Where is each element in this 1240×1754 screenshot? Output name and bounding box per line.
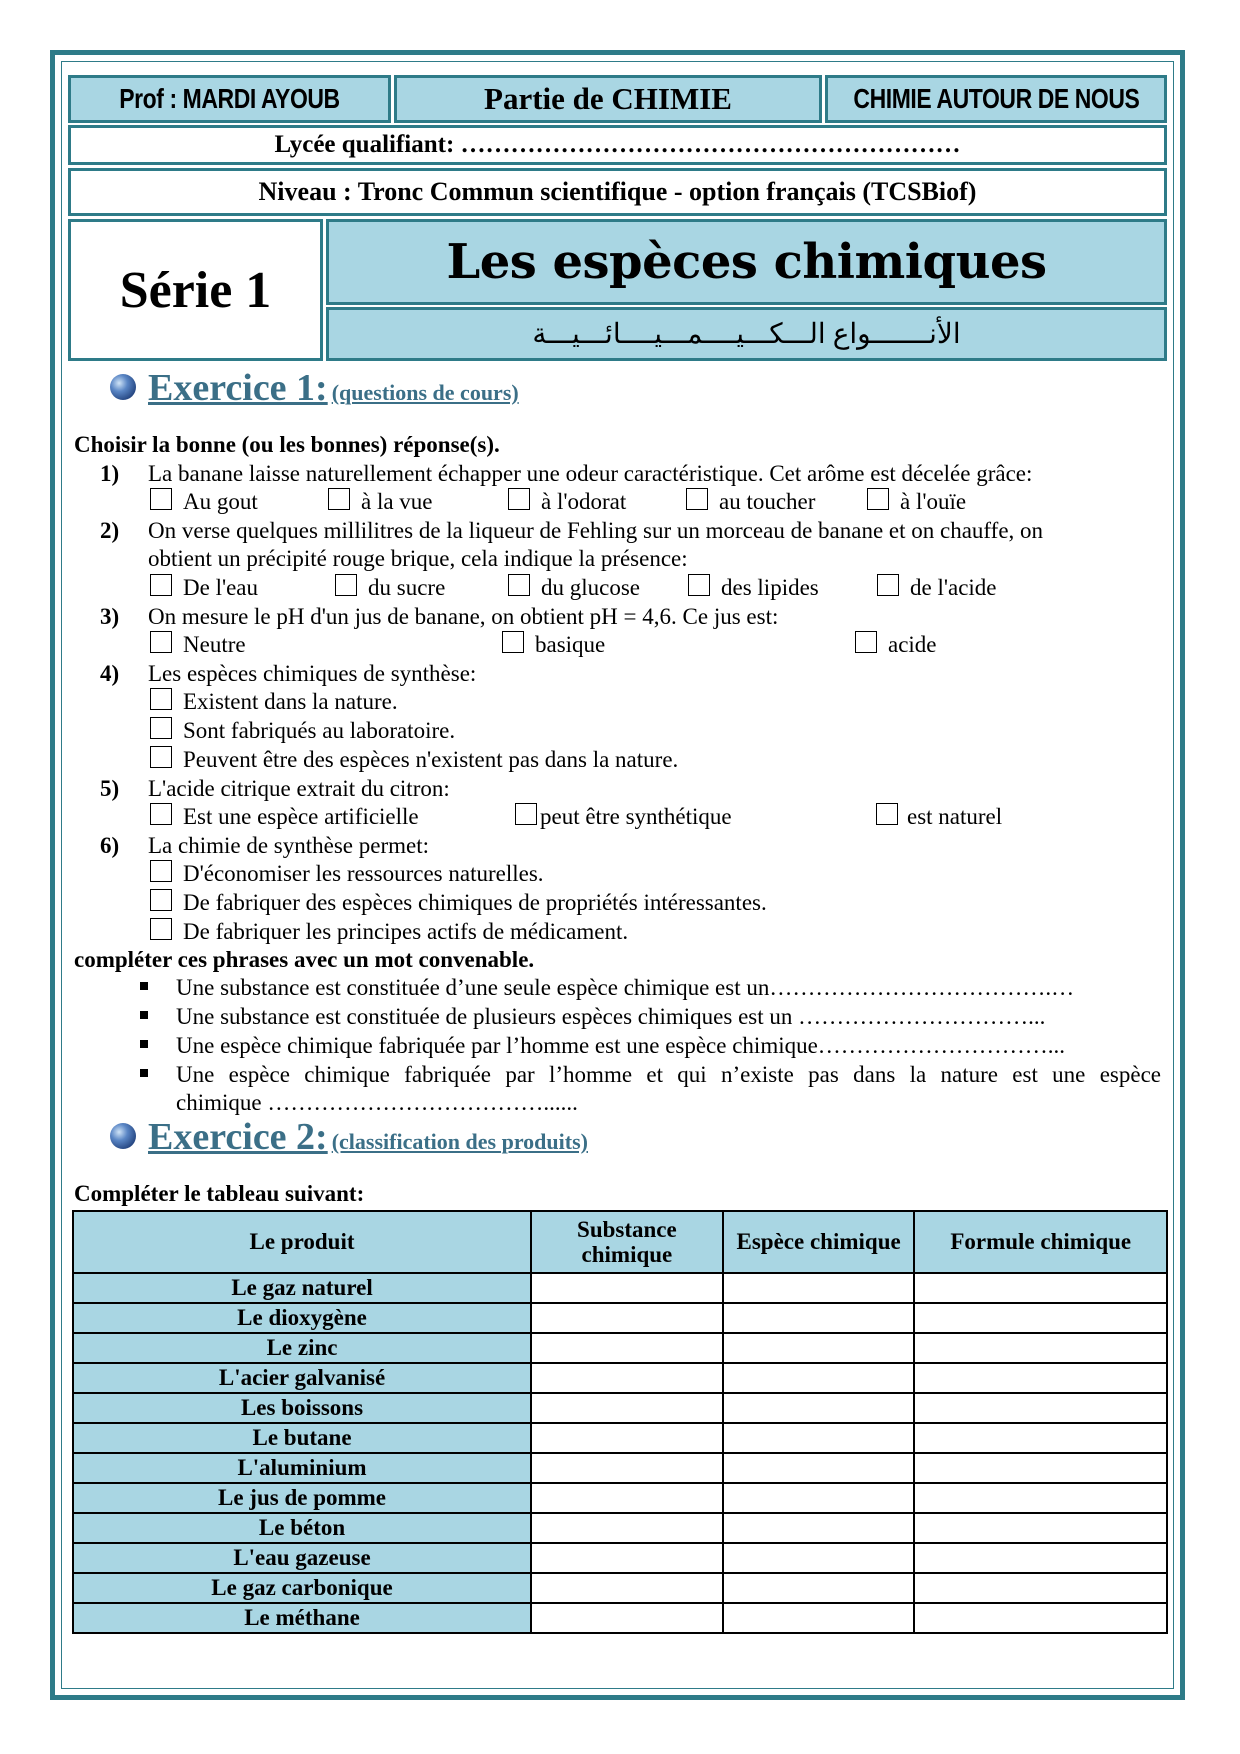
column-header: Espèce chimique	[723, 1211, 915, 1273]
option-label: à l'ouïe	[900, 489, 967, 514]
option-label: Sont fabriqués au laboratoire.	[183, 718, 456, 743]
answer-cell[interactable]	[531, 1423, 723, 1453]
table-row	[73, 1513, 1167, 1543]
table-row	[73, 1543, 1167, 1573]
question-number: 6)	[100, 833, 120, 858]
answer-cell[interactable]	[914, 1303, 1167, 1333]
table-row	[73, 1423, 1167, 1453]
answer-cell[interactable]	[914, 1363, 1167, 1393]
page-title: Les espèces chimiques	[446, 234, 1047, 290]
checkbox[interactable]	[150, 918, 172, 940]
option-label: Au gout	[183, 489, 258, 514]
question-text: L'acide citrique extrait du citron:	[148, 776, 450, 801]
option-label: D'économiser les ressources naturelles.	[183, 861, 544, 886]
sentence: Une substance est constituée d’une seule espèce chimique est un……………………………….…	[176, 975, 1075, 1000]
answer-cell[interactable]	[914, 1513, 1167, 1543]
option-label: acide	[888, 632, 937, 657]
products-table	[72, 1210, 1168, 1634]
option-label: basique	[535, 632, 606, 657]
option-label: du glucose	[541, 575, 641, 600]
option-label: De fabriquer les principes actifs de médicament.	[183, 919, 629, 944]
table-header-row	[73, 1211, 1167, 1273]
prof-cell	[68, 75, 391, 123]
option-label: Peuvent être des espèces n'existent pas dans la nature.	[183, 747, 679, 772]
product-name: Le béton	[73, 1513, 531, 1543]
answer-cell[interactable]	[914, 1423, 1167, 1453]
serie-cell	[68, 219, 323, 361]
checkbox[interactable]	[150, 889, 172, 911]
product-name: Le méthane	[73, 1603, 531, 1633]
exercise1-label: Exercice 1:	[148, 367, 328, 409]
question-text-line2: obtient un précipité rouge brique, cela indique la présence:	[148, 546, 688, 571]
exercise1-subtitle: (questions de cours)	[331, 380, 519, 405]
answer-cell[interactable]	[914, 1543, 1167, 1573]
niveau-label: Niveau : Tronc Commun scientifique - option français (TCSBiof)	[258, 177, 977, 206]
answer-cell[interactable]	[723, 1363, 915, 1393]
answer-cell[interactable]	[531, 1393, 723, 1423]
question-text: La chimie de synthèse permet:	[148, 833, 430, 858]
product-name: Le gaz naturel	[73, 1273, 531, 1303]
answer-cell[interactable]	[531, 1453, 723, 1483]
checkbox[interactable]	[150, 803, 172, 825]
question-number: 1)	[100, 461, 120, 486]
option-label: De l'eau	[183, 575, 259, 600]
option-label: De fabriquer des espèces chimiques de propriétés intéressantes.	[183, 890, 767, 915]
product-name: L'aluminium	[73, 1453, 531, 1483]
checkbox[interactable]	[150, 574, 172, 596]
column-header: Le produit	[73, 1211, 531, 1273]
sentence-continuation: chimique ………………………………......	[176, 1090, 578, 1115]
product-name: Le jus de pomme	[73, 1483, 531, 1513]
option-label: des lipides	[721, 575, 819, 600]
exercise1-heading	[148, 366, 519, 410]
answer-cell[interactable]	[531, 1513, 723, 1543]
checkbox[interactable]	[150, 631, 172, 653]
answer-cell[interactable]	[531, 1363, 723, 1393]
column-header: Substance chimique	[531, 1211, 723, 1273]
answer-cell[interactable]	[723, 1603, 915, 1633]
bullet-icon	[140, 1069, 148, 1077]
exercise2-instruction: Compléter le tableau suivant:	[74, 1181, 365, 1206]
option-label: Est une espèce artificielle	[183, 804, 419, 829]
answer-cell[interactable]	[914, 1333, 1167, 1363]
checkbox[interactable]	[335, 574, 357, 596]
table-row	[73, 1393, 1167, 1423]
question-text: On mesure le pH d'un jus de banane, on obtient pH = 4,6. Ce jus est:	[148, 604, 779, 629]
bullet-icon	[140, 1011, 148, 1019]
option-label: à l'odorat	[541, 489, 627, 514]
answer-cell[interactable]	[723, 1543, 915, 1573]
prof-label: Prof : MARDI AYOUB	[119, 83, 340, 114]
answer-cell[interactable]	[914, 1573, 1167, 1603]
product-name: Le gaz carbonique	[73, 1573, 531, 1603]
table-row	[73, 1333, 1167, 1363]
checkbox[interactable]	[688, 574, 710, 596]
product-name: Le dioxygène	[73, 1303, 531, 1333]
answer-cell[interactable]	[531, 1573, 723, 1603]
niveau-cell	[68, 168, 1167, 216]
checkbox[interactable]	[876, 803, 898, 825]
checkbox[interactable]	[508, 574, 530, 596]
checkbox[interactable]	[150, 688, 172, 710]
checkbox[interactable]	[150, 746, 172, 768]
table-row	[73, 1303, 1167, 1333]
option-label: est naturel	[907, 804, 1003, 829]
question-text-line1: On verse quelques millilitres de la liqueur de Fehling sur un morceau de banane et on chauffe, on	[148, 518, 1044, 543]
lycee-cell	[68, 125, 1167, 165]
checkbox[interactable]	[328, 488, 350, 510]
answer-cell[interactable]	[531, 1273, 723, 1303]
answer-cell[interactable]	[723, 1423, 915, 1453]
answer-cell[interactable]	[723, 1453, 915, 1483]
answer-cell[interactable]	[914, 1393, 1167, 1423]
sentence: Une substance est constituée de plusieurs espèces chimiques est un …………………………...	[176, 1004, 1046, 1029]
table-row	[73, 1453, 1167, 1483]
table-row	[73, 1483, 1167, 1513]
exercise-bullet-icon	[110, 1123, 136, 1149]
exercise-bullet-icon	[110, 374, 136, 400]
option-label: peut être synthétique	[540, 804, 732, 829]
answer-cell[interactable]	[914, 1273, 1167, 1303]
checkbox[interactable]	[686, 488, 708, 510]
answer-cell[interactable]	[723, 1393, 915, 1423]
bullet-icon	[140, 1040, 148, 1048]
answer-cell[interactable]	[914, 1603, 1167, 1633]
option-label: de l'acide	[910, 575, 997, 600]
exercise2-subtitle: (classification des produits)	[331, 1129, 588, 1154]
checkbox[interactable]	[867, 488, 889, 510]
checkbox[interactable]	[508, 488, 530, 510]
exercise1-instruction: Choisir la bonne (ou les bonnes) réponse(s).	[74, 432, 500, 457]
arabic-title-cell	[326, 307, 1167, 361]
theme-label: CHIMIE AUTOUR DE NOUS	[852, 83, 1140, 114]
answer-cell[interactable]	[723, 1333, 915, 1363]
column-header: Formule chimique	[914, 1211, 1167, 1273]
answer-cell[interactable]	[531, 1543, 723, 1573]
theme-cell	[825, 75, 1167, 123]
option-label: du sucre	[368, 575, 446, 600]
complete-instruction: compléter ces phrases avec un mot convenable.	[74, 947, 535, 972]
answer-cell[interactable]	[723, 1513, 915, 1543]
answer-cell[interactable]	[531, 1333, 723, 1363]
table-row	[73, 1573, 1167, 1603]
question-text	[148, 519, 1158, 542]
table-row	[73, 1273, 1167, 1303]
product-name: L'acier galvanisé	[73, 1363, 531, 1393]
question-number: 4)	[100, 661, 120, 686]
option-label: Neutre	[183, 632, 246, 657]
lycee-label: Lycée qualifiant: ……………………………………………………	[274, 131, 961, 158]
question-text: La banane laisse naturellement échapper une odeur caractéristique. Cet arôme est décelée grâce:	[148, 461, 1033, 486]
checkbox[interactable]	[150, 717, 172, 739]
answer-cell[interactable]	[723, 1273, 915, 1303]
checkbox[interactable]	[502, 631, 524, 653]
answer-cell[interactable]	[723, 1573, 915, 1603]
bullet-icon	[140, 982, 148, 990]
answer-cell[interactable]	[914, 1483, 1167, 1513]
title-cell	[326, 219, 1167, 305]
question-text: Les espèces chimiques de synthèse:	[148, 661, 477, 686]
checkbox[interactable]	[150, 860, 172, 882]
answer-cell[interactable]	[531, 1483, 723, 1513]
checkbox[interactable]	[855, 631, 877, 653]
product-name: Les boissons	[73, 1393, 531, 1423]
arabic-title: الأنـــــــواع الـــكـــيــــمـــيــــائـــيـــة	[532, 319, 961, 350]
product-name: L'eau gazeuse	[73, 1543, 531, 1573]
answer-cell[interactable]	[531, 1603, 723, 1633]
question-number: 2)	[100, 518, 120, 543]
sentence: Une espèce chimique fabriquée par l’homme est une espèce chimique…………………………...	[176, 1033, 1066, 1058]
option-label: à la vue	[361, 489, 433, 514]
question-number: 5)	[100, 776, 120, 801]
exercise2-label: Exercice 2:	[148, 1116, 328, 1158]
answer-cell[interactable]	[723, 1483, 915, 1513]
answer-cell[interactable]	[723, 1303, 915, 1333]
question-number: 3)	[100, 604, 120, 629]
partie-label: Partie de CHIMIE	[484, 81, 732, 116]
option-label: au toucher	[719, 489, 816, 514]
exercise2-heading	[148, 1115, 588, 1159]
serie-label: Série 1	[119, 261, 272, 319]
checkbox[interactable]	[877, 574, 899, 596]
answer-cell[interactable]	[531, 1303, 723, 1333]
partie-cell	[394, 75, 822, 123]
sentence: Une espèce chimique fabriquée par l’homme et qui n’existe pas dans la nature est une espèce	[176, 1062, 1161, 1087]
product-name: Le butane	[73, 1423, 531, 1453]
option-label: Existent dans la nature.	[183, 689, 398, 714]
answer-cell[interactable]	[914, 1453, 1167, 1483]
table-row	[73, 1363, 1167, 1393]
table-row	[73, 1603, 1167, 1633]
checkbox[interactable]	[515, 803, 537, 825]
product-name: Le zinc	[73, 1333, 531, 1363]
checkbox[interactable]	[150, 488, 172, 510]
